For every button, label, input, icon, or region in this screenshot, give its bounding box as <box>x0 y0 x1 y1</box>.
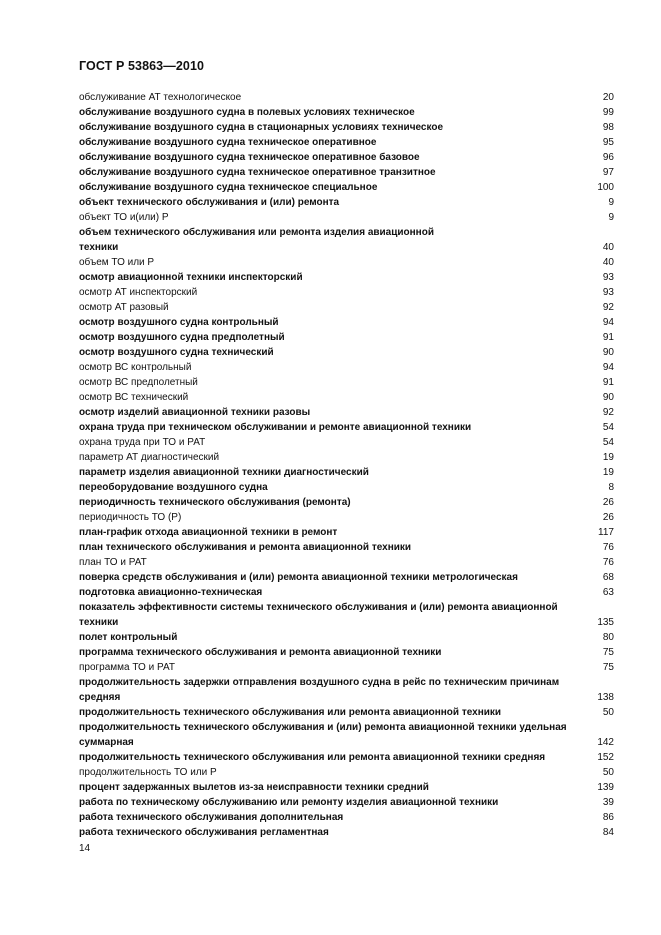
index-entry <box>79 720 614 735</box>
index-entry-term: обслуживание воздушного судна техническое оперативное транзитное <box>79 167 436 178</box>
index-entry-page: 19 <box>602 452 614 463</box>
index-entry <box>79 630 614 645</box>
index-entry-term: обслуживание АТ технологическое <box>79 92 242 103</box>
index-entry-page: 94 <box>602 362 614 373</box>
index-entry <box>79 600 614 615</box>
index-entry-term: полет контрольный <box>79 632 178 643</box>
index-entry-term: работа технического обслуживания регламентная <box>79 827 329 838</box>
index-entry-page: 26 <box>602 512 614 523</box>
index-entry-page: 94 <box>602 317 614 328</box>
index-entry-page: 76 <box>602 542 614 553</box>
index-entry <box>79 825 614 840</box>
index-entry-term: параметр изделия авиационной техники диагностический <box>79 467 369 478</box>
index-entry <box>79 270 614 285</box>
index-entry-page: 135 <box>597 617 614 628</box>
index-entry <box>79 315 614 330</box>
index-entry-page: 50 <box>602 767 614 778</box>
index-entry-term: обслуживание воздушного судна техническое оперативное базовое <box>79 152 420 163</box>
index-entry-page: 75 <box>602 662 614 673</box>
index-entry <box>79 360 614 375</box>
index-entry-term: охрана труда при ТО и РАТ <box>79 437 206 448</box>
index-entry-page: 93 <box>602 272 614 283</box>
index-entry <box>79 750 614 765</box>
index-entry-page: 90 <box>602 347 614 358</box>
index-entry-page: 9 <box>608 197 614 208</box>
index-entry <box>79 570 614 585</box>
index-entry-term: программа ТО и РАТ <box>79 662 175 673</box>
index-entry-page: 152 <box>597 752 614 763</box>
index-entry-term: объем технического обслуживания или ремонта изделия авиационной <box>79 227 434 238</box>
index-entry-term: осмотр воздушного судна контрольный <box>79 317 279 328</box>
index-entry-term: техники <box>79 617 119 628</box>
index-entry-term: работа технического обслуживания дополнительная <box>79 812 344 823</box>
index-entry <box>79 465 614 480</box>
index-entry-page: 76 <box>602 557 614 568</box>
index-entry <box>79 795 614 810</box>
index-entry-term: осмотр ВС технический <box>79 392 189 403</box>
index-entry-term: осмотр воздушного судна технический <box>79 347 274 358</box>
index-entry <box>79 300 614 315</box>
index-entry <box>79 135 614 150</box>
index-entry <box>79 735 614 750</box>
index-entry <box>79 435 614 450</box>
index-entry-page: 96 <box>602 152 614 163</box>
index-entry <box>79 525 614 540</box>
index-entry-page: 54 <box>602 437 614 448</box>
index-entry-term: план технического обслуживания и ремонта авиационной техники <box>79 542 412 553</box>
index-entry-page: 92 <box>602 407 614 418</box>
index-entry-term: подготовка авиационно-техническая <box>79 587 263 598</box>
index-entry-term: осмотр ВС предполетный <box>79 377 198 388</box>
index-entry-page: 68 <box>602 572 614 583</box>
index-entry-page: 91 <box>602 377 614 388</box>
index-entry-term: продолжительность ТО или Р <box>79 767 217 778</box>
index-entry-page: 142 <box>597 737 614 748</box>
page-header-standard: ГОСТ Р 53863—2010 <box>79 59 205 73</box>
index-entry-page: 117 <box>598 527 614 538</box>
page-number: 14 <box>79 843 91 854</box>
index-entry-page: 84 <box>602 827 614 838</box>
index-entry-term: план-график отхода авиационной техники в ремонт <box>79 527 338 538</box>
index-entry <box>79 555 614 570</box>
index-entry-term: периодичность ТО (Р) <box>79 512 182 523</box>
index-entry-term: переоборудование воздушного судна <box>79 482 268 493</box>
index-entry-page: 20 <box>602 92 614 103</box>
index-entry-term: обслуживание воздушного судна в стационарных условиях техническое <box>79 122 444 133</box>
index-entry-term: продолжительность задержки отправления воздушного судна в рейс по техническим причинам <box>79 677 560 688</box>
index-entry-page: 97 <box>602 167 614 178</box>
index-entry <box>79 180 614 195</box>
index-entry <box>79 375 614 390</box>
index-entry-page: 50 <box>602 707 614 718</box>
index-entry <box>79 495 614 510</box>
index-entry-term: продолжительность технического обслуживания и (или) ремонта авиационной техники удельная <box>79 722 567 733</box>
index-entry-page: 95 <box>602 137 614 148</box>
index-entry <box>79 345 614 360</box>
index-entry-page: 19 <box>602 467 614 478</box>
index-entry <box>79 390 614 405</box>
index-entry-page: 138 <box>597 692 614 703</box>
index-entry-page: 91 <box>602 332 614 343</box>
index-entry-term: осмотр АТ разовый <box>79 302 169 313</box>
index-entry <box>79 810 614 825</box>
index-entry-page: 40 <box>602 242 614 253</box>
term-index-list <box>79 90 614 840</box>
index-entry-term: осмотр воздушного судна предполетный <box>79 332 285 343</box>
index-entry-page: 92 <box>602 302 614 313</box>
index-entry-term: средняя <box>79 692 121 703</box>
index-entry <box>79 285 614 300</box>
index-entry-page: 90 <box>602 392 614 403</box>
index-entry <box>79 120 614 135</box>
index-entry <box>79 480 614 495</box>
index-entry <box>79 450 614 465</box>
index-entry-term: объект технического обслуживания и (или) ремонта <box>79 197 340 208</box>
index-entry-term: процент задержанных вылетов из-за неисправности техники средний <box>79 782 429 793</box>
index-entry-page: 54 <box>602 422 614 433</box>
index-entry-term: техники <box>79 242 119 253</box>
index-entry <box>79 150 614 165</box>
index-entry <box>79 210 614 225</box>
index-entry-term: показатель эффективности системы технического обслуживания и (или) ремонта авиационной <box>79 602 558 613</box>
index-entry-term: параметр АТ диагностический <box>79 452 220 463</box>
index-entry-page: 80 <box>602 632 614 643</box>
index-entry <box>79 105 614 120</box>
index-entry-term: охрана труда при техническом обслуживании и ремонте авиационной техники <box>79 422 472 433</box>
index-entry-term: поверка средств обслуживания и (или) ремонта авиационной техники метрологическая <box>79 572 518 583</box>
index-entry-page: 93 <box>602 287 614 298</box>
index-entry-term: обслуживание воздушного судна техническое специальное <box>79 182 378 193</box>
index-entry-term: объект ТО и(или) Р <box>79 212 169 223</box>
index-entry-page: 100 <box>597 182 614 193</box>
index-entry <box>79 90 614 105</box>
index-entry-term: обслуживание воздушного судна в полевых условиях техническое <box>79 107 415 118</box>
index-entry <box>79 780 614 795</box>
index-entry-term: программа технического обслуживания и ремонта авиационной техники <box>79 647 442 658</box>
index-entry-page: 86 <box>602 812 614 823</box>
index-entry-page: 99 <box>602 107 614 118</box>
index-entry-term: осмотр ВС контрольный <box>79 362 192 373</box>
index-entry-term: осмотр изделий авиационной техники разовы <box>79 407 311 418</box>
index-entry-term: работа по техническому обслуживанию или ремонту изделия авиационной техники <box>79 797 499 808</box>
index-entry-page: 40 <box>602 257 614 268</box>
index-entry-page: 75 <box>602 647 614 658</box>
index-entry <box>79 420 614 435</box>
index-entry <box>79 585 614 600</box>
index-entry-page: 26 <box>602 497 614 508</box>
index-entry <box>79 675 614 690</box>
index-entry <box>79 765 614 780</box>
index-entry-term: план ТО и РАТ <box>79 557 147 568</box>
index-entry <box>79 615 614 630</box>
index-entry-page: 98 <box>602 122 614 133</box>
index-entry <box>79 255 614 270</box>
index-entry <box>79 690 614 705</box>
index-entry <box>79 705 614 720</box>
index-entry-term: осмотр авиационной техники инспекторский <box>79 272 303 283</box>
index-entry <box>79 510 614 525</box>
index-entry-page: 39 <box>602 797 614 808</box>
index-entry-term: периодичность технического обслуживания (ремонта) <box>79 497 351 508</box>
index-entry-term: продолжительность технического обслуживания или ремонта авиационной техники средняя <box>79 752 546 763</box>
index-entry-term: обслуживание воздушного судна техническое оперативное <box>79 137 377 148</box>
index-entry-page: 139 <box>597 782 614 793</box>
index-entry <box>79 330 614 345</box>
index-entry-term: суммарная <box>79 737 134 748</box>
index-entry <box>79 645 614 660</box>
index-entry-page: 9 <box>608 212 614 223</box>
index-entry <box>79 660 614 675</box>
index-entry <box>79 540 614 555</box>
index-entry-term: объем ТО или Р <box>79 257 155 268</box>
index-entry <box>79 225 614 240</box>
index-entry-term: осмотр АТ инспекторский <box>79 287 198 298</box>
index-entry <box>79 195 614 210</box>
index-entry-page: 63 <box>602 587 614 598</box>
index-entry-page: 8 <box>608 482 614 493</box>
index-entry <box>79 405 614 420</box>
index-entry-term: продолжительность технического обслуживания или ремонта авиационной техники <box>79 707 502 718</box>
index-entry <box>79 240 614 255</box>
index-entry <box>79 165 614 180</box>
